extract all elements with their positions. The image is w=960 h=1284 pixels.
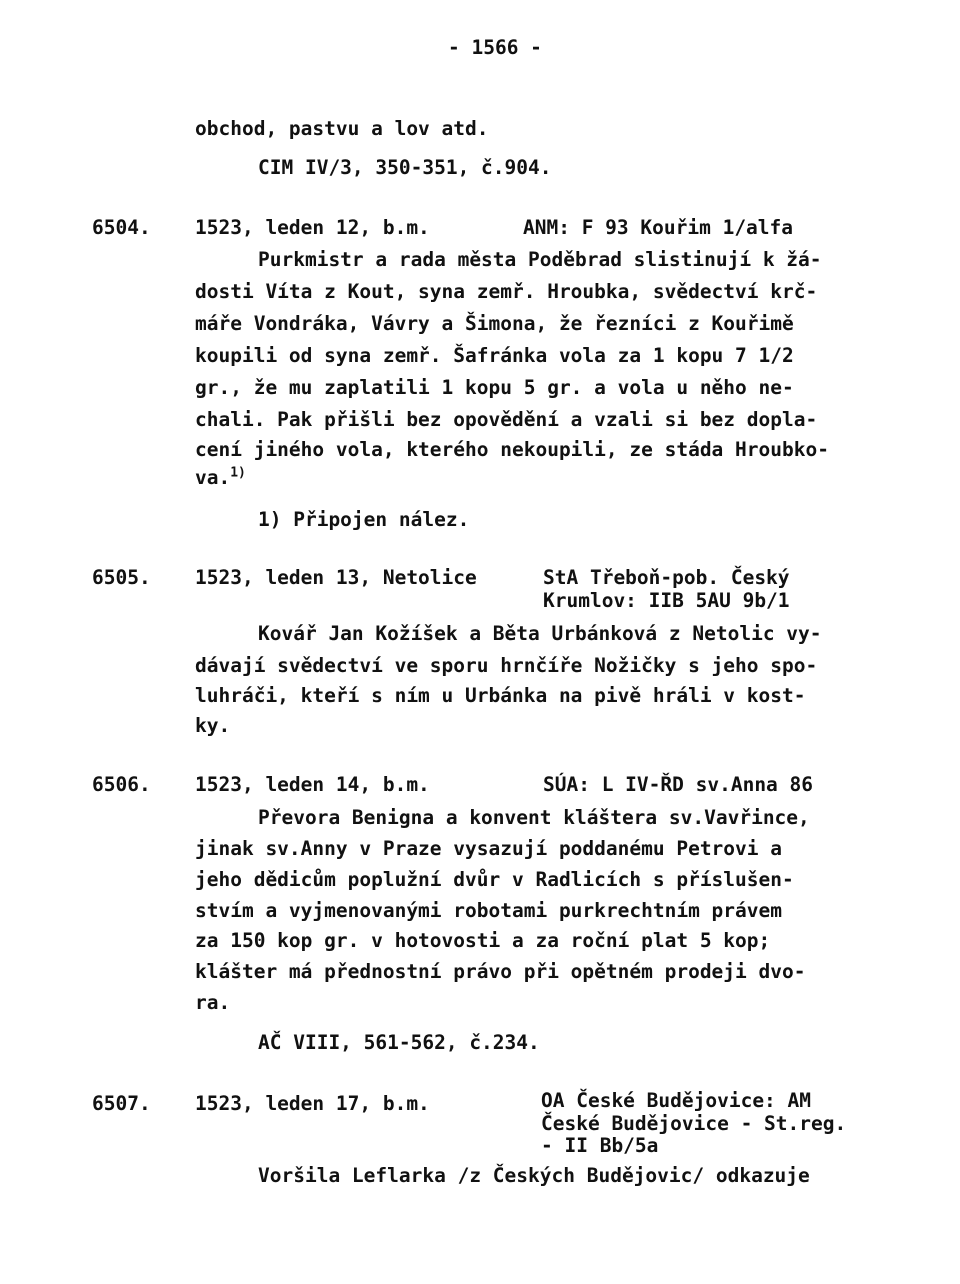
entry-line: klášter má přednostní právo při opětném prodeji dvo- (195, 960, 806, 983)
entry-archive: SÚA: L IV-ŘD sv.Anna 86 (543, 773, 814, 796)
entry-line: chali. Pak přišli bez opovědění a vzali si bez dopla- (195, 408, 818, 431)
entry-date: 1523, leden 13, Netolice (195, 566, 477, 589)
entry-line: dávají svědectví ve sporu hrnčíře Nožičky s jeho spo- (195, 654, 818, 677)
entry-number: 6507. (92, 1092, 151, 1115)
footnote-marker: 1) (230, 465, 246, 481)
entry-line: jinak sv.Anny v Praze vysazují poddanému Petrovi a (195, 837, 782, 860)
entry-line-text: va. (195, 466, 231, 489)
entry-line: stvím a vyjmenovanými robotami purkrechtním právem (195, 899, 782, 922)
entry-line: Převora Benigna a konvent kláštera sv.Vavřince, (258, 806, 810, 829)
continuation-source: CIM IV/3, 350-351, č.904. (258, 156, 552, 179)
entry-date: 1523, leden 14, b.m. (195, 773, 430, 796)
entry-line: dosti Víta z Kout, syna zemř. Hroubka, svědectví krč- (195, 280, 818, 303)
entry-date: 1523, leden 12, b.m. (195, 216, 430, 239)
footnote: 1) Připojen nález. (258, 508, 470, 531)
entry-line: Voršila Leflarka /z Českých Budějovic/ odkazuje (258, 1164, 810, 1187)
entry-line: máře Vondráka, Vávry a Šimona, že řezníci z Kouřimě (195, 312, 794, 335)
entry-number: 6505. (92, 566, 151, 589)
entry-line: jeho dědicům poplužní dvůr v Radlicích s příslušen- (195, 868, 794, 891)
entry-archive: České Budějovice - St.reg. (541, 1112, 847, 1135)
entry-line: gr., že mu zaplatili 1 kopu 5 gr. a vola u něho ne- (195, 376, 794, 399)
entry-archive: StA Třeboň-pob. Český (543, 566, 790, 589)
entry-line: cení jiného vola, kterého nekoupili, ze stáda Hroubko- (195, 438, 829, 461)
entry-line: Purkmistr a rada města Poděbrad slistinují k žá- (258, 248, 822, 271)
entry-line: luhráči, kteří s ním u Urbánka na pivě hráli v kost- (195, 684, 806, 707)
entry-archive: OA České Budějovice: AM (541, 1089, 812, 1112)
entry-line: ra. (195, 991, 231, 1014)
entry-source: AČ VIII, 561-562, č.234. (258, 1031, 540, 1054)
entry-archive: ANM: F 93 Kouřim 1/alfa (523, 216, 794, 239)
entry-number: 6506. (92, 773, 151, 796)
entry-archive: Krumlov: IIB 5AU 9b/1 (543, 589, 790, 612)
continuation-text: obchod, pastvu a lov atd. (195, 117, 489, 140)
entry-number: 6504. (92, 216, 151, 239)
entry-line: koupili od syna zemř. Šafránka vola za 1 kopu 7 1/2 (195, 344, 794, 367)
page-number: - 1566 - (448, 36, 542, 59)
entry-line-last (195, 465, 246, 489)
entry-date: 1523, leden 17, b.m. (195, 1092, 430, 1115)
entry-archive: - II Bb/5a (541, 1134, 659, 1157)
entry-line: za 150 kop gr. v hotovosti a za roční plat 5 kop; (195, 929, 771, 952)
entry-line: Kovář Jan Kožíšek a Běta Urbánková z Netolic vy- (258, 622, 822, 645)
entry-line: ky. (195, 714, 231, 737)
